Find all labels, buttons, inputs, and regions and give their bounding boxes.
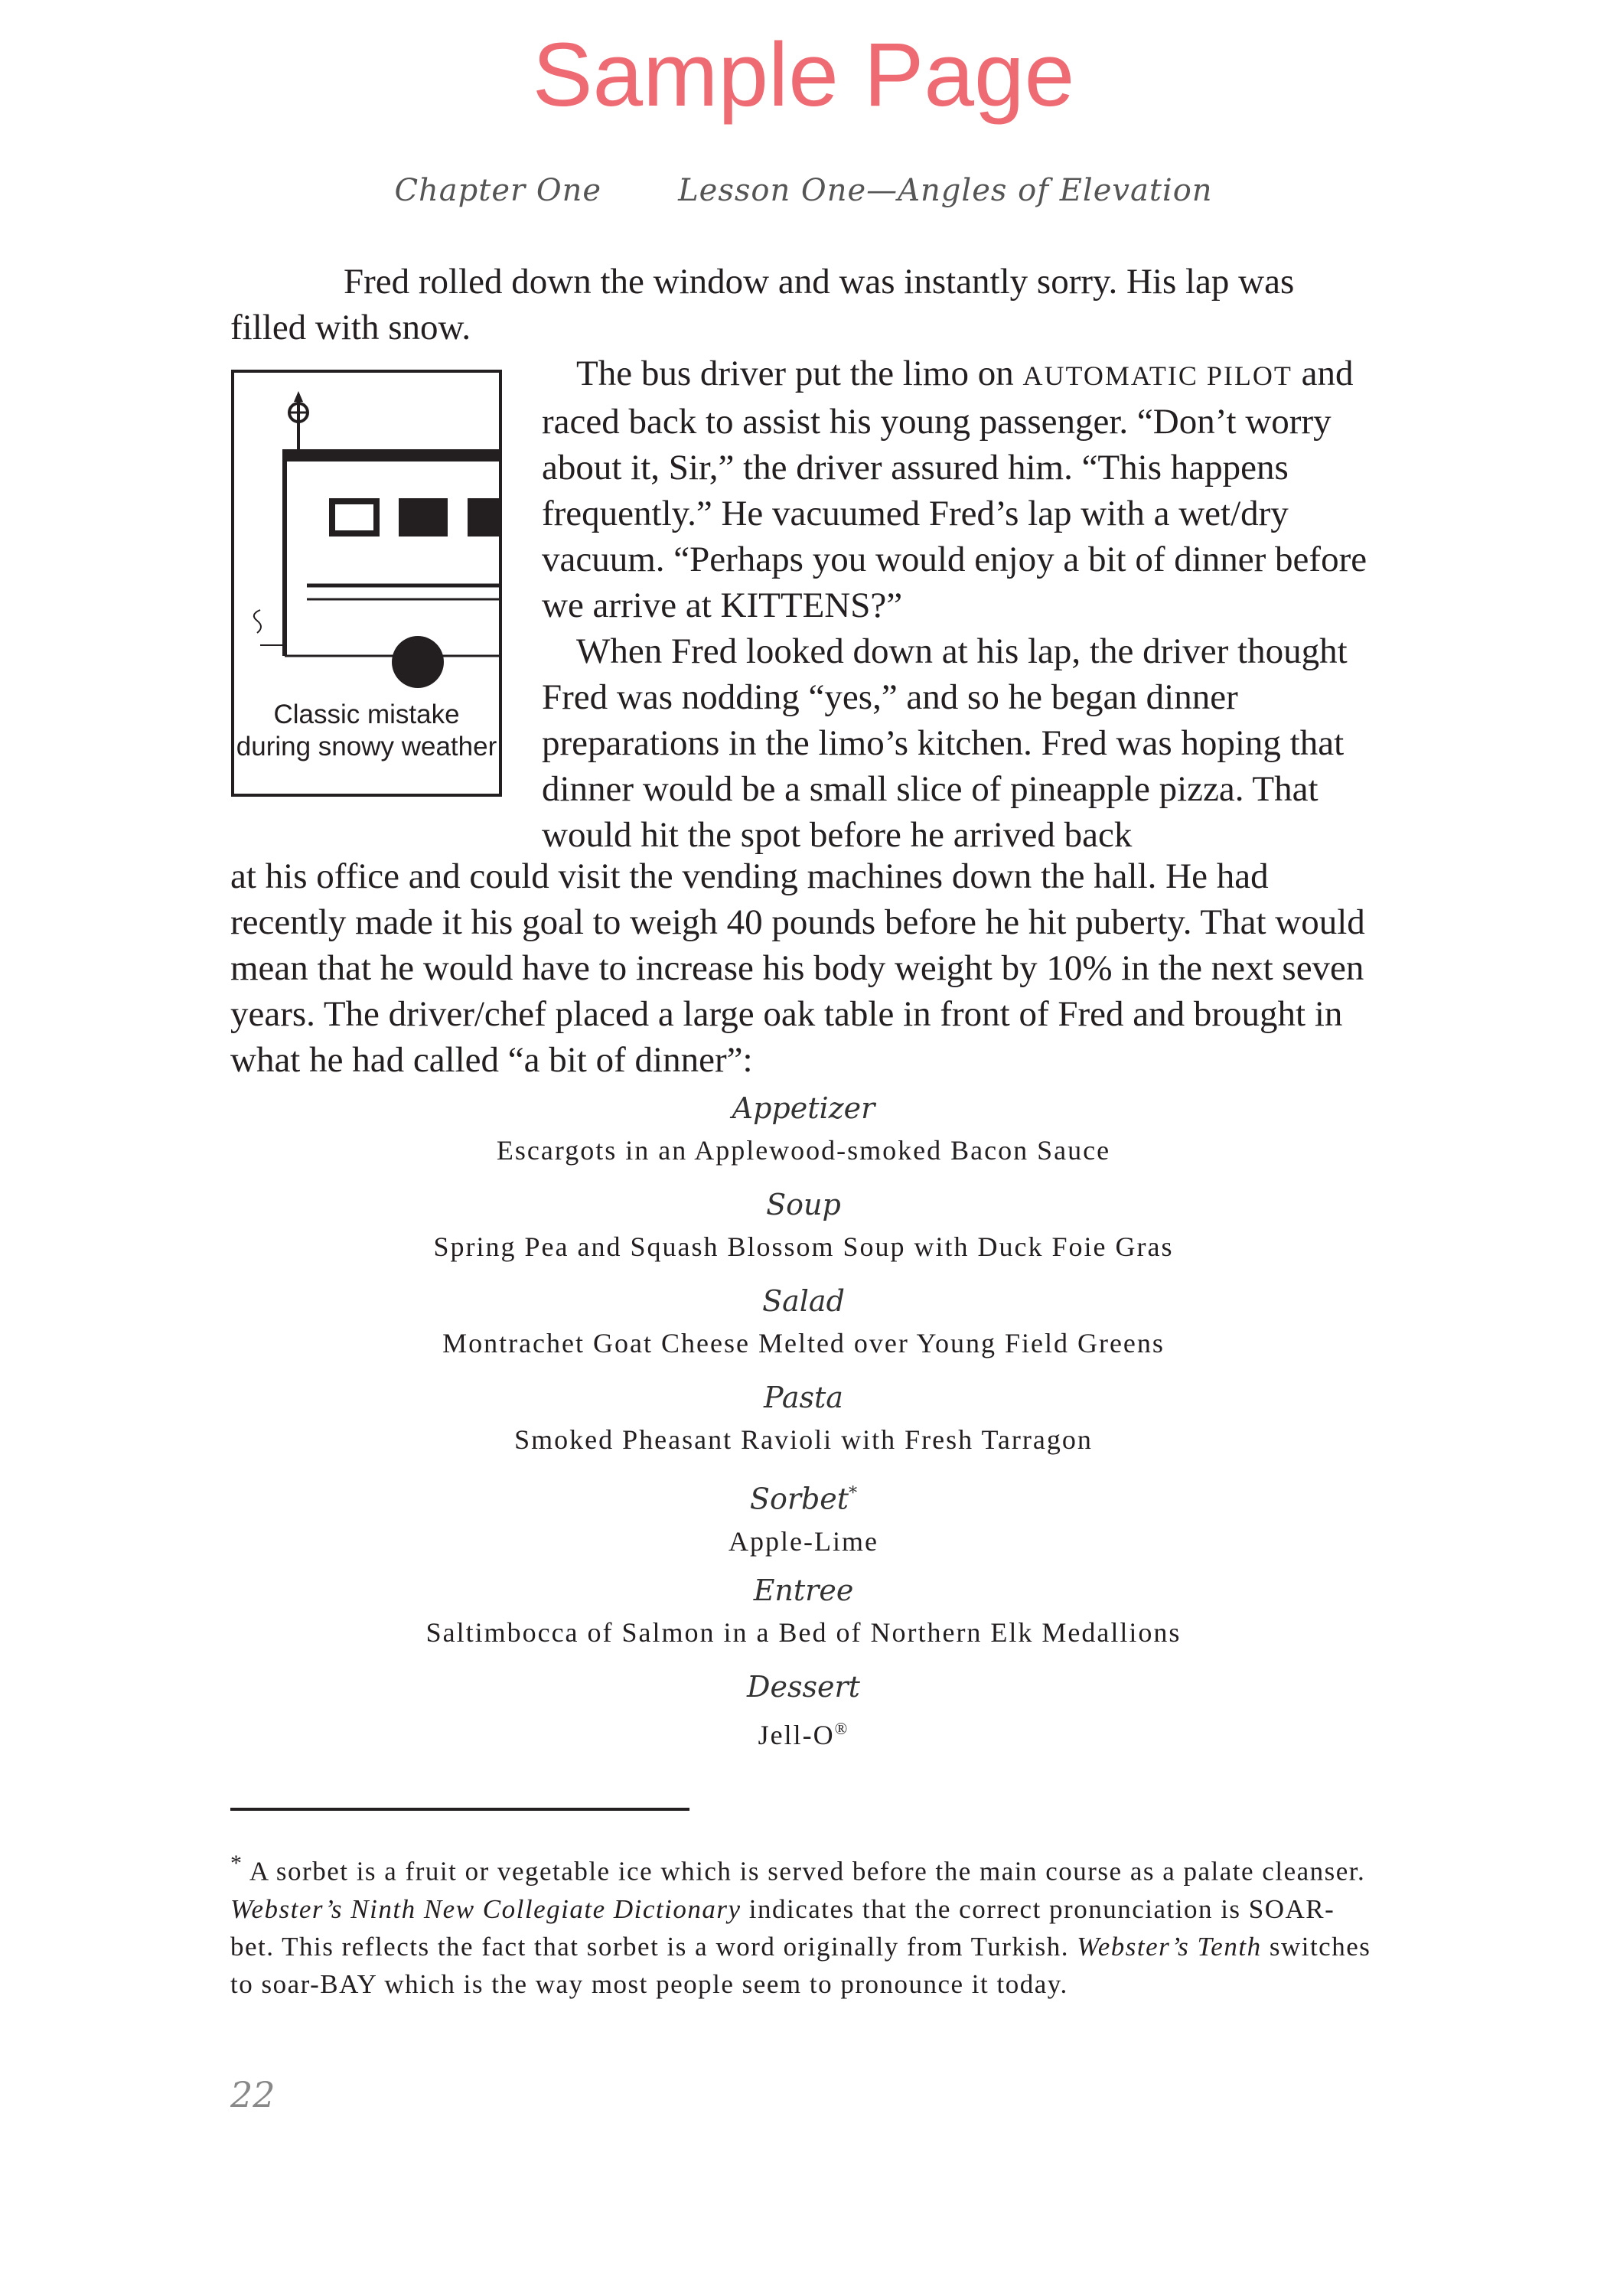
registered-mark: ®: [834, 1719, 849, 1738]
menu-item: Apple-Lime: [729, 1525, 878, 1557]
menu-course-entree: [0, 1567, 1607, 1664]
automatic-pilot-smallcaps: AUTOMATIC PILOT: [1022, 360, 1292, 391]
figure-caption: Classic mistake during snowy weather: [236, 700, 497, 762]
sample-page-watermark: Sample Page: [532, 24, 1075, 126]
paragraph-2: [542, 351, 1376, 858]
menu-heading: Soup: [766, 1188, 841, 1221]
menu-item: Smoked Pheasant Ravioli with Fresh Tarragon: [514, 1424, 1093, 1455]
dinner-menu: [0, 1085, 1607, 1760]
dictionary-edition: Webster’s Tenth: [1077, 1931, 1262, 1962]
dictionary-title: Webster’s Ninth New Collegiate Dictionary: [230, 1893, 742, 1924]
menu-course-appetizer: [0, 1085, 1607, 1182]
footnote-marker: *: [230, 1851, 243, 1876]
menu-heading: Appetizer: [732, 1091, 875, 1125]
menu-course-salad: [0, 1278, 1607, 1375]
menu-item: Spring Pea and Squash Blossom Soup with Duck Foie Gras: [433, 1231, 1174, 1262]
menu-item: Jell-O®: [758, 1719, 849, 1750]
menu-heading: Pasta: [764, 1381, 843, 1414]
menu-course-sorbet: [0, 1471, 1607, 1567]
menu-item: Escargots in an Applewood-smoked Bacon Sauce: [496, 1135, 1111, 1166]
menu-heading: Salad: [762, 1284, 845, 1318]
menu-heading: Entree: [753, 1574, 854, 1607]
menu-item: Montrachet Goat Cheese Melted over Young Field Greens: [442, 1328, 1165, 1358]
menu-item: Saltimbocca of Salmon in a Bed of Northern Elk Medallions: [425, 1617, 1182, 1648]
footnote-rule: [230, 1808, 689, 1811]
menu-course-pasta: [0, 1375, 1607, 1471]
footnote-star-mark: *: [849, 1484, 858, 1503]
bus-illustration: [231, 370, 502, 797]
running-header: [0, 173, 1607, 208]
chapter-title: Chapter One: [394, 173, 602, 208]
menu-heading: Sorbet*: [749, 1482, 858, 1516]
footnote: * A sorbet is a fruit or vegetable ice which is served before the main course as a palate cleanser. Webster’s Ninth New Collegiate Dictionary indicates that the correct pronunciation is SOAR-bet. This reflects the fact that sorbet is a word originally from Turkish. Webster’s Tenth switches to soar-BAY which is the way most people seem to pronounce it today.: [230, 1851, 1371, 1999]
paragraph-2-rest: and raced back to assist his young passenger. “Don’t worry about it, Sir,” the driver assured him. “This happens frequently.” He vacuumed Fred’s lap with a wet/dry vacuum. “Perhaps you would enjoy a bit of dinner before we arrive at KITTENS?”: [542, 354, 1367, 625]
menu-course-soup: [0, 1182, 1607, 1278]
paragraph-1: Fred rolled down the window and was instantly sorry. His lap was filled with snow.: [230, 262, 1295, 347]
page-number: 22: [230, 2074, 275, 2115]
limo-drawing: [234, 373, 502, 702]
paragraph-3-wrapped: When Fred looked down at his lap, the driver thought Fred was nodding “yes,” and so he began dinner preparations in the limo’s kitchen. Fred was hoping that dinner would be a small slice of pineapple pizza. That would hit the spot before he arrived back: [542, 631, 1348, 855]
paragraph-2-start: The bus driver put the limo on: [576, 354, 1023, 393]
paragraph-3-continued: at his office and could visit the vending machines down the hall. He had recently made it his goal to weigh 40 pounds before he hit puberty. That would mean that he would have to increase his body weight by 10% in the next seven years. The driver/chef placed a large oak table in front of Fred and brought in what he had called “a bit of dinner”:: [230, 856, 1365, 1080]
lesson-title: Lesson One—Angles of Elevation: [678, 173, 1213, 208]
menu-heading: Dessert: [747, 1670, 860, 1704]
menu-course-dessert: [0, 1664, 1607, 1760]
